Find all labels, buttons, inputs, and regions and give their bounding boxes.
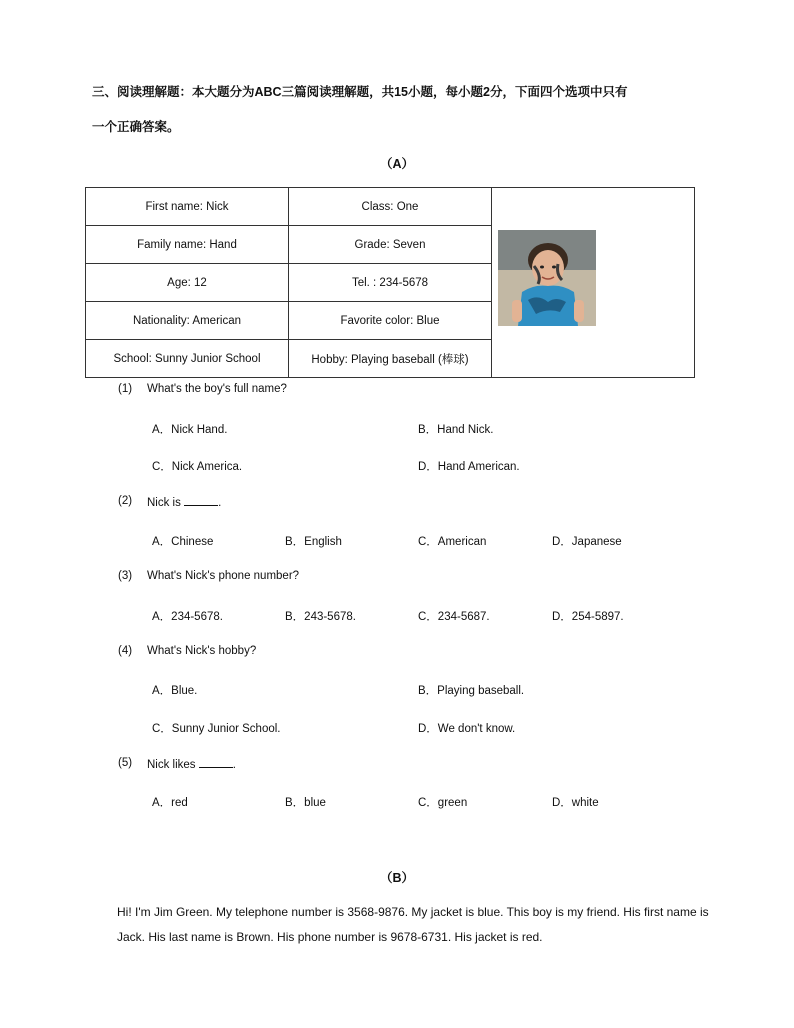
answer-option[interactable]: D．254-5897. <box>552 611 624 623</box>
photo-cell <box>492 188 695 378</box>
answer-blank <box>184 495 218 506</box>
section-instructions-line2: 一个正确答案。 <box>92 120 180 134</box>
table-cell: First name: Nick <box>86 188 289 226</box>
question-text-start: Nick is <box>147 497 185 509</box>
table-cell: Hobby: Playing baseball (棒球) <box>289 340 492 378</box>
question-number: (4) <box>118 645 133 657</box>
answer-option[interactable]: B．blue <box>285 797 326 809</box>
question-text-end: . <box>232 759 236 771</box>
question-number: (5) <box>118 757 133 769</box>
answer-option[interactable]: C．green <box>418 797 468 809</box>
answer-option[interactable]: D．Hand American. <box>418 461 520 473</box>
table-cell: Age: 12 <box>86 264 289 302</box>
table-cell: Grade: Seven <box>289 226 492 264</box>
question-text <box>147 757 236 771</box>
question-number: (2) <box>118 495 133 507</box>
answer-option[interactable]: C．234-5687. <box>418 611 490 623</box>
answer-option[interactable]: C．Sunny Junior School. <box>152 723 281 735</box>
answer-option[interactable]: C．American <box>418 536 487 548</box>
answer-option[interactable]: A．234-5678. <box>152 611 223 623</box>
answer-option[interactable]: B．English <box>285 536 342 548</box>
section-b-label: （B） <box>379 871 415 885</box>
table-cell: Favorite color: Blue <box>289 302 492 340</box>
question-text-start: Nick likes <box>147 759 199 771</box>
question-text: What's Nick's hobby? <box>147 645 257 657</box>
question-text: What's the boy's full name? <box>147 383 287 395</box>
reading-passage: Hi! I'm Jim Green. My telephone number is 3568-9876. My jacket is blue. This boy is my friend. His first name is Jack. His last name is Brown. His phone number is 9678-6731. His jacket is red. <box>117 905 709 944</box>
answer-option[interactable]: D．white <box>552 797 599 809</box>
question-text-end: . <box>218 497 222 509</box>
answer-option[interactable]: A．Chinese <box>152 536 214 548</box>
table-cell: Nationality: American <box>86 302 289 340</box>
question-text: What's Nick's phone number? <box>147 570 300 582</box>
section-a-label: （A） <box>379 157 415 171</box>
boy-photo <box>498 230 596 326</box>
question-number: (1) <box>118 383 133 395</box>
table-cell: School: Sunny Junior School <box>86 340 289 378</box>
answer-option[interactable]: B．Hand Nick. <box>418 424 494 436</box>
question-text <box>147 495 221 509</box>
table-row <box>86 188 695 226</box>
answer-blank <box>199 757 233 768</box>
section-instructions-line1: 三、阅读理解题：本大题分为ABC三篇阅读理解题，共15小题，每小题2分，下面四个选项中只有 <box>92 85 628 99</box>
table-cell: Family name: Hand <box>86 226 289 264</box>
answer-option[interactable]: A．red <box>152 797 188 809</box>
student-info-table <box>85 187 695 378</box>
question-number: (3) <box>118 570 133 582</box>
answer-option[interactable]: A．Nick Hand. <box>152 424 228 436</box>
answer-option[interactable]: C．Nick America. <box>152 461 243 473</box>
answer-option[interactable]: A．Blue. <box>152 685 198 697</box>
answer-option[interactable]: B．Playing baseball. <box>418 685 525 697</box>
answer-option[interactable]: D．Japanese <box>552 536 622 548</box>
answer-option[interactable]: B．243-5678. <box>285 611 356 623</box>
table-cell: Tel. : 234-5678 <box>289 264 492 302</box>
answer-option[interactable]: D．We don't know. <box>418 723 516 735</box>
table-cell: Class: One <box>289 188 492 226</box>
